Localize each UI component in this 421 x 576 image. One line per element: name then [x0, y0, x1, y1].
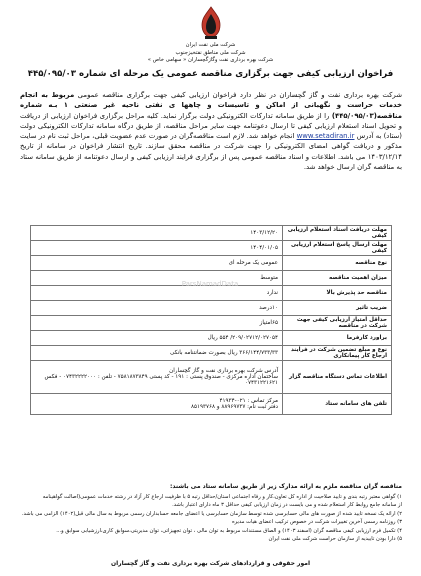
conditions-title: مناقصه گران مناقصه ملزم به ارائه مدارک زیر از طریق سامانه ستاد می باشند:: [169, 483, 402, 490]
intro-part-3: را از طریق سامانه تدارکات الکترونیکی دولت برگزار نماید. کلیه مراحل برگزاری فراخوان ارزیابی از دریافت و تحویل اسناد استعلام ارزیابی کیفی تا ارسال دعوتنامه جهت سایر مراحل مناقصه، از طریق درگاه سامانه تدارکات الکترونیکی دولت (ستاد) به آدرس: [20, 111, 402, 141]
row-value: ۳۶۶/۱۴۴/۷۳۳/۳۳ ریال بصورت ضمانتنامه بانکی: [31, 346, 283, 361]
row-label: مناقصه حد پذیرش بالا: [283, 286, 392, 301]
watermark: ParsNamadData: [181, 280, 239, 288]
row-value: ۱۴۰۳/۱۲/۲۰: [31, 226, 283, 241]
row-value: ۲۰۹/۰۲۷۱۲/۰۲۷۰۵۴/ ۵۵۴ ریال: [31, 331, 283, 346]
row-label: ضریب تاثیر: [283, 301, 392, 316]
table-row: [31, 394, 392, 415]
table-row: [31, 346, 392, 361]
row-value: مرکز تماس : ۰۲۱-۴۱۹۳۴ دفتر ثبت نام: ۸۸۹۶۹۷۳۷ و ۸۵۱۹۳۷۶۸: [31, 394, 283, 415]
row-label: مهلت دریافت اسناد استعلام ارزیابی کیفی: [283, 226, 392, 241]
row-label: نوع و مبلغ تضمین شرکت در فرایند ارجاع کار پیمانکاری: [283, 346, 392, 361]
table-row: [31, 256, 392, 271]
notice-title: فراخوان ارزیابی کیفی جهت برگزاری مناقصه عمومی یک مرحله ای شماره ۴۴۵/۰۹۵/۰۳: [27, 69, 394, 79]
table-row: [31, 361, 392, 394]
condition-item: از سامانه جامع روابط کار استعلام شده و می بایست در زمان ارزیابی کیفی حداقل ۳ ماه دارای اعتبار باشد.: [172, 502, 402, 509]
org-line-1: شرکت ملی نفت ایران: [185, 42, 236, 48]
row-value: ۶۵امتیاز: [31, 316, 283, 331]
conditions-list: [20, 493, 402, 543]
row-label: حداقل امتیاز ارزیابی کیفی جهت شرکت در مناقصه: [283, 316, 392, 331]
condition-item: ۳) روزنامه رسمی آخرین تغییرات شرکت در خصوص ترکیب اعضای هیات مدیره: [231, 519, 402, 526]
condition-item: ۲) ارائه یک نسخه تایید شده از صورت های مالی حسابرسی شده توسط سازمان حسابرسی یا اعضای جامعه حسابداران رسمی مربوط به سال مالی قبل(۱۴۰۲) الزامی می باشد.: [21, 510, 402, 517]
row-value: ۱۰درصد: [31, 301, 283, 316]
condition-item: ۵) دارا بودن تاییدیه از سازمان حراست شرکت ملی نفت ایران: [268, 536, 402, 543]
row-label: براورد کارفرما: [283, 331, 392, 346]
setad-link[interactable]: www.setadiran.ir: [296, 132, 355, 141]
organization-lines: [0, 42, 421, 65]
row-value: آدرس شرکت بهره برداری نفت و گاز گچساران ساختمان اداره مرکزی - صندوق پستی : ۱۹۱ - کد پستی ۷۵۸۱۸۷۳۸۴۹ - تلفن : ۰۷۴۳۲۲۲۲۰۰۰ - فکس ۰۷۴۳۱۲۲۱۶۲۱: [31, 361, 283, 394]
row-label: میزان اهمیت مناقصه: [283, 271, 392, 286]
row-value: عمومی یک مرحله ای: [31, 256, 283, 271]
footer-signature: امور حقوقی و قراردادهای شرکت بهره برداری نفت و گاز گچساران: [111, 560, 310, 567]
row-value: ۱۴۰۴/۰۱/۰۵: [31, 241, 283, 256]
intro-part-1: شرکت بهره برداری نفت و گاز گچساران در نظر دارد فراخوان ارزیابی کیفی جهت برگزاری مناقصه عمومی: [74, 91, 403, 99]
table-row: [31, 301, 392, 316]
table-row: [31, 331, 392, 346]
intro-part-2-bold: مربوط به انجام خدمات حراست و نگهبانی از اماکن و تاسیسات و چاهها ی نفتی ناحیه غیر صنعتی ۱ بـه شماره مناقصه(۴۴۵/۰۹۵/۰۳): [20, 91, 402, 120]
row-label: تلفن های سامانه ستاد: [283, 394, 392, 415]
condition-item: ۴) تکمیل فرم ارزیابی کیفی مناقصه گران (اسفند ۱۴۰۳) و الصاق مستندات مربوط به توان مالی ، توان تجهیزاتی، توان مدیریتی،سوابق کاری،ارزشیابی سوابق و...: [56, 527, 402, 534]
row-label: اطلاعات تماس دستگاه مناقصه گزار: [283, 361, 392, 394]
info-table: [30, 225, 392, 415]
org-line-3: شرکت بهره برداری نفت وگازگچساران « سهامی خاص »: [147, 57, 274, 63]
row-value: ندارد: [31, 286, 283, 301]
org-line-2: شرکت ملی مناطق نفتخیزجنوب: [175, 49, 246, 56]
table-row: [31, 241, 392, 256]
table-row: [31, 316, 392, 331]
condition-item: ۱) گواهی معتبر رتبه بندی و تایید صلاحیت از اداره کل تعاون،کار و رفاه اجتماعی استان/حداقل رتبه ۵ با ظرفیت ارجاع کار آزاد در رشته خدمات عمومی(اصالت گواهینامه: [42, 494, 402, 500]
table-row: [31, 226, 392, 241]
intro-paragraph: [20, 90, 402, 172]
nioc-logo-icon: [196, 6, 226, 40]
row-label: مهلت ارسال پاسخ استعلام ارزیابی کیفی: [283, 241, 392, 256]
intro-part-4: انجام خواهد شد. لازم است مناقصه‌گران در صورت عدم عضویت قبلی، مراحل ثبت نام در سایت مذکور و دریافت گواهی امضای الکترونیکی را جهت شرکت در مناقصه محقق سازند. تاریخ انتشار فراخوان در سامانه از تاریخ ۱۴۰۳/۱۲/۱۴ می باشد. اطلاعات و اسناد مناقصه عمومی پس از برگزاری فرایند ارزیابی کیفی و ارسال دعوتنامه از طریق سامانه ستاد به مناقصه گران ارسال خواهد شد.: [20, 132, 402, 172]
row-value: متوسط: [31, 271, 283, 286]
row-label: نوع مناقصه: [283, 256, 392, 271]
